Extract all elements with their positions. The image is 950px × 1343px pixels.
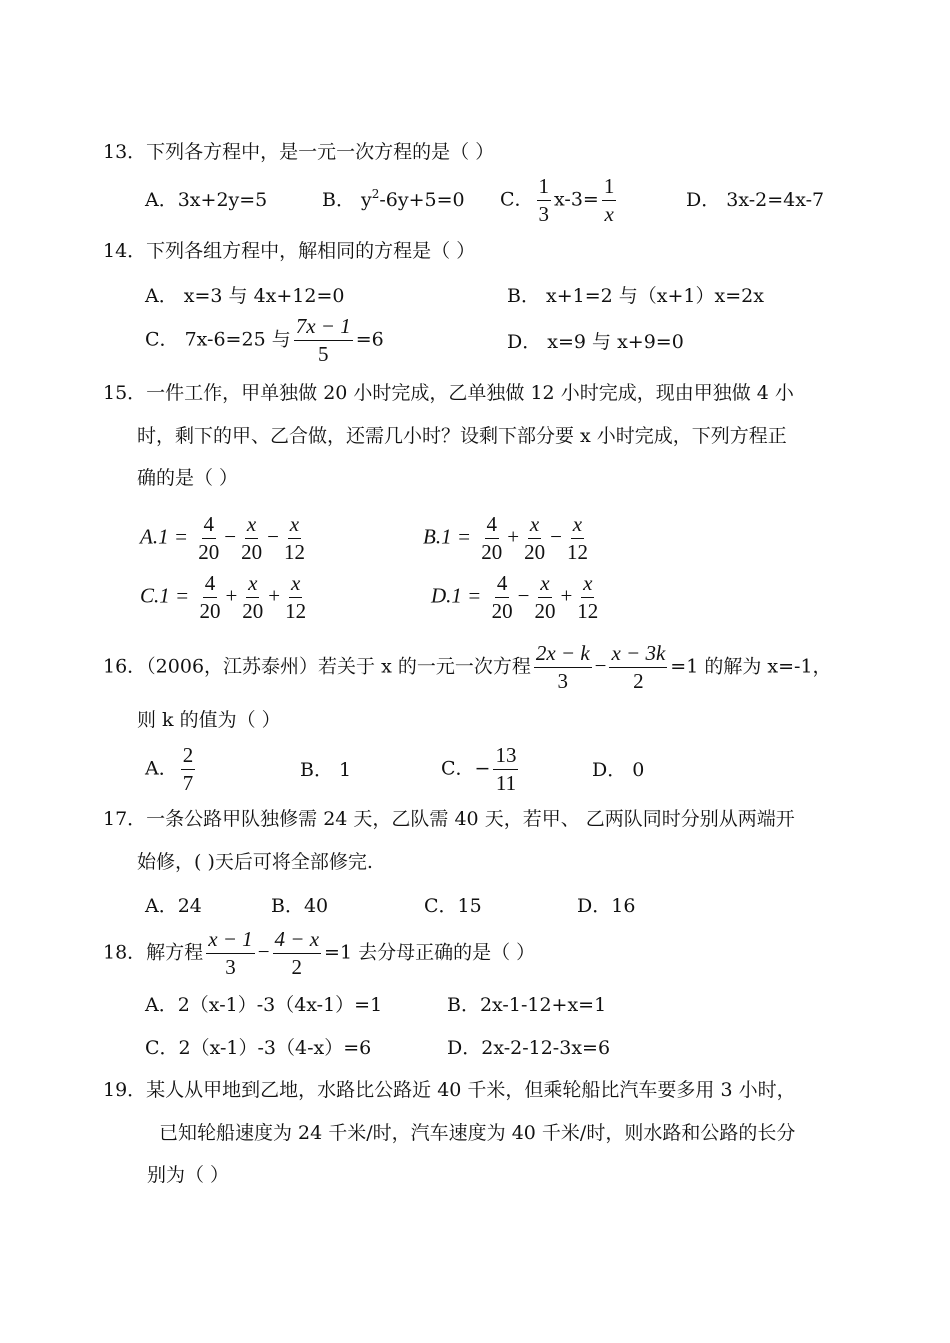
q14-option-d: D． x=9 与 x+9=0 xyxy=(507,331,684,353)
q13-stem: 13．下列各方程中，是一元一次方程的是（ ） xyxy=(103,141,495,163)
q16-option-d: D． 0 xyxy=(592,759,645,781)
q18-option-b: B．2x-1-12+x=1 xyxy=(447,994,607,1016)
q17-stem-line-2: 始修，( )天后可将全部修完. xyxy=(137,851,373,873)
q18-option-d: D．2x-2-12-3x=6 xyxy=(447,1037,611,1059)
q15-stem-line-2: 时，剩下的甲、乙合做，还需几小时？设剩下部分要 x 小时完成，下列方程正 xyxy=(137,425,787,447)
q17-stem-line-1: 17．一条公路甲队独修需 24 天，乙队需 40 天，若甲、 乙两队同时分别从两端开 xyxy=(103,808,795,830)
q15-stem-line-1: 15．一件工作，甲单独做 20 小时完成，乙单独做 12 小时完成，现由甲独做 4 小 xyxy=(103,382,794,404)
q14-option-c: C． 7x-6=25 与 $\frac{7x - 1}{5}$ =6 xyxy=(145,314,384,366)
q15-option-c: C.1 = $\frac{4}{20}$ + $\frac{x}{20}$ + $\frac{x}{12}$ xyxy=(140,571,307,623)
q18-fraction-2: $\frac{4 - x}{2}$ xyxy=(274,927,320,979)
q16-fraction-1: $\frac{2x - k}{3}$ xyxy=(535,641,590,693)
q14-c-fraction: $\frac{7x - 1}{5}$ xyxy=(295,314,351,366)
q17-option-c: C．15 xyxy=(424,895,482,917)
q17-option-b: B．40 xyxy=(271,895,329,917)
q14-stem: 14．下列各组方程中，解相同的方程是（ ） xyxy=(103,240,476,262)
q16-fraction-2: $\frac{x - 3k}{2}$ xyxy=(611,641,666,693)
q16-stem-line-1: 16．（2006，江苏泰州）若关于 x 的一元一次方程 $\frac{2x - k}{3}$ − $\frac{x - 3k}{2}$ =1 的解为 x=-1， xyxy=(103,641,832,693)
q17-option-d: D．16 xyxy=(577,895,636,917)
q18-option-c: C．2（x-1）-3（4-x）=6 xyxy=(145,1037,372,1059)
q15-option-d: D.1 = $\frac{4}{20}$ − $\frac{x}{20}$ + $\frac{x}{12}$ xyxy=(431,571,599,623)
q19-stem-line-1: 19．某人从甲地到乙地，水路比公路近 40 千米，但乘轮船比汽车要多用 3 小时， xyxy=(103,1079,796,1101)
q16-option-a: A． $\frac{2}{7}$ xyxy=(145,743,194,795)
q16-stem-line-2: 则 k 的值为（ ） xyxy=(137,709,281,731)
q17-option-a: A．24 xyxy=(145,895,202,917)
q14-option-a: A． x=3 与 4x+12=0 xyxy=(145,285,345,307)
q19-stem-line-3: 别为（ ） xyxy=(147,1164,230,1186)
q13-option-a: A．3x+2y=5 xyxy=(145,189,268,211)
q15-stem-line-3: 确的是（ ） xyxy=(137,467,239,489)
q18-option-a: A．2（x-1）-3（4x-1）=1 xyxy=(145,994,383,1016)
q13-option-d: D． 3x-2=4x-7 xyxy=(686,189,825,211)
q16-option-c: C．− $\frac{13}{11}$ xyxy=(441,743,517,795)
q18-fraction-1: $\frac{x - 1}{3}$ xyxy=(208,927,253,979)
q13-option-b: B． $y^2-6y+5=0$ xyxy=(322,187,465,211)
q13-c-fraction-1: $\frac{1}{3}$ xyxy=(538,174,550,226)
q15-option-a: A.1 = $\frac{4}{20}$ − $\frac{x}{20}$ − $\frac{x}{12}$ xyxy=(140,512,305,564)
q13-option-c: C． $\frac{1}{3}$ x-3= $\frac{1}{x}$ xyxy=(500,174,615,226)
q13-c-fraction-2: $\frac{1}{x}$ xyxy=(603,174,615,226)
q14-option-b: B． x+1=2 与（x+1）x=2x xyxy=(507,285,764,307)
q18-stem: 18．解方程 $\frac{x - 1}{3}$ − $\frac{4 - x}{2}$ =1 去分母正确的是（ ） xyxy=(103,927,536,979)
q15-option-b: B.1 = $\frac{4}{20}$ + $\frac{x}{20}$ − $\frac{x}{12}$ xyxy=(423,512,588,564)
q16-option-b: B． 1 xyxy=(300,759,352,781)
q19-stem-line-2: 已知轮船速度为 24 千米/时，汽车速度为 40 千米/时，则水路和公路的长分 xyxy=(159,1122,796,1144)
